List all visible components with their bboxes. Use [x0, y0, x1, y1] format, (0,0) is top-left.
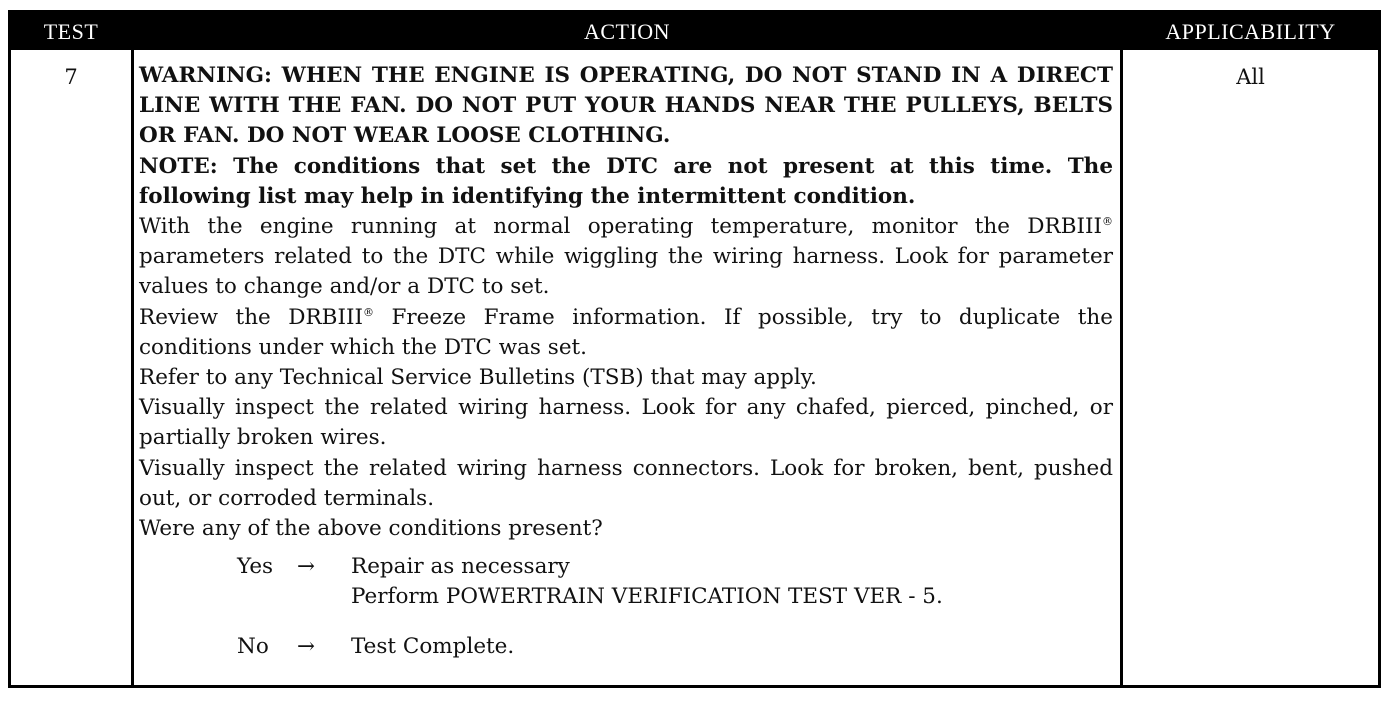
registered-mark: ® — [362, 305, 374, 319]
freeze-frame-text-a: Review the DRBIII — [139, 304, 363, 330]
arrow-right-icon: → — [297, 554, 316, 579]
freeze-frame-text-b: Freeze Frame information. If possible, try to duplicate the conditions under which the DTC was set. — [139, 304, 1113, 360]
monitor-text-b: parameters related to the DTC while wiggling the wiring harness. Look for parameter values to change and/or a DTC to set. — [139, 244, 1113, 300]
tsb-paragraph: Refer to any Technical Service Bulletins (TSB) that may apply. — [139, 365, 817, 391]
option-yes-label: Yes — [237, 554, 274, 579]
header-applicability: APPLICABILITY — [1165, 19, 1336, 44]
freeze-frame-paragraph — [139, 303, 1113, 363]
question-text: Were any of the above conditions present? — [139, 516, 603, 542]
column-divider-2 — [1120, 13, 1123, 685]
note-text: NOTE: The conditions that set the DTC are not present at this time. The following list may help in identifying the intermittent condition. — [139, 153, 1113, 209]
header-test: TEST — [43, 19, 99, 44]
harness-paragraph: Visually inspect the related wiring harness. Look for any chafed, pierced, pinched, or partially broken wires. — [139, 395, 1113, 451]
option-yes-line2: Perform POWERTRAIN VERIFICATION TEST VER - 5. — [351, 584, 943, 609]
test-number: 7 — [64, 65, 78, 89]
monitor-paragraph — [139, 212, 1113, 303]
registered-mark: ® — [1102, 215, 1113, 229]
warning-text: WARNING: WHEN THE ENGINE IS OPERATING, DO NOT STAND IN A DIRECT LINE WITH THE FAN. DO NOT PUT YOUR HANDS NEAR THE PULLEYS, BELTS OR FAN. DO NOT WEAR LOOSE CLOTHING. — [139, 63, 1113, 149]
header-action: ACTION — [583, 19, 671, 44]
monitor-text-a: With the engine running at normal operating temperature, monitor the DRBIII — [139, 214, 1102, 240]
applicability-value: All — [1236, 65, 1265, 89]
action-text — [139, 61, 1113, 544]
table-header — [11, 13, 1378, 50]
arrow-right-icon: → — [297, 634, 316, 659]
option-yes-line1: Repair as necessary — [351, 554, 570, 579]
option-no-line1: Test Complete. — [351, 634, 515, 659]
column-divider-1 — [131, 13, 134, 685]
connectors-paragraph: Visually inspect the related wiring harness connectors. Look for broken, bent, pushed out, or corroded terminals. — [139, 455, 1113, 511]
option-no-label: No — [237, 634, 269, 659]
